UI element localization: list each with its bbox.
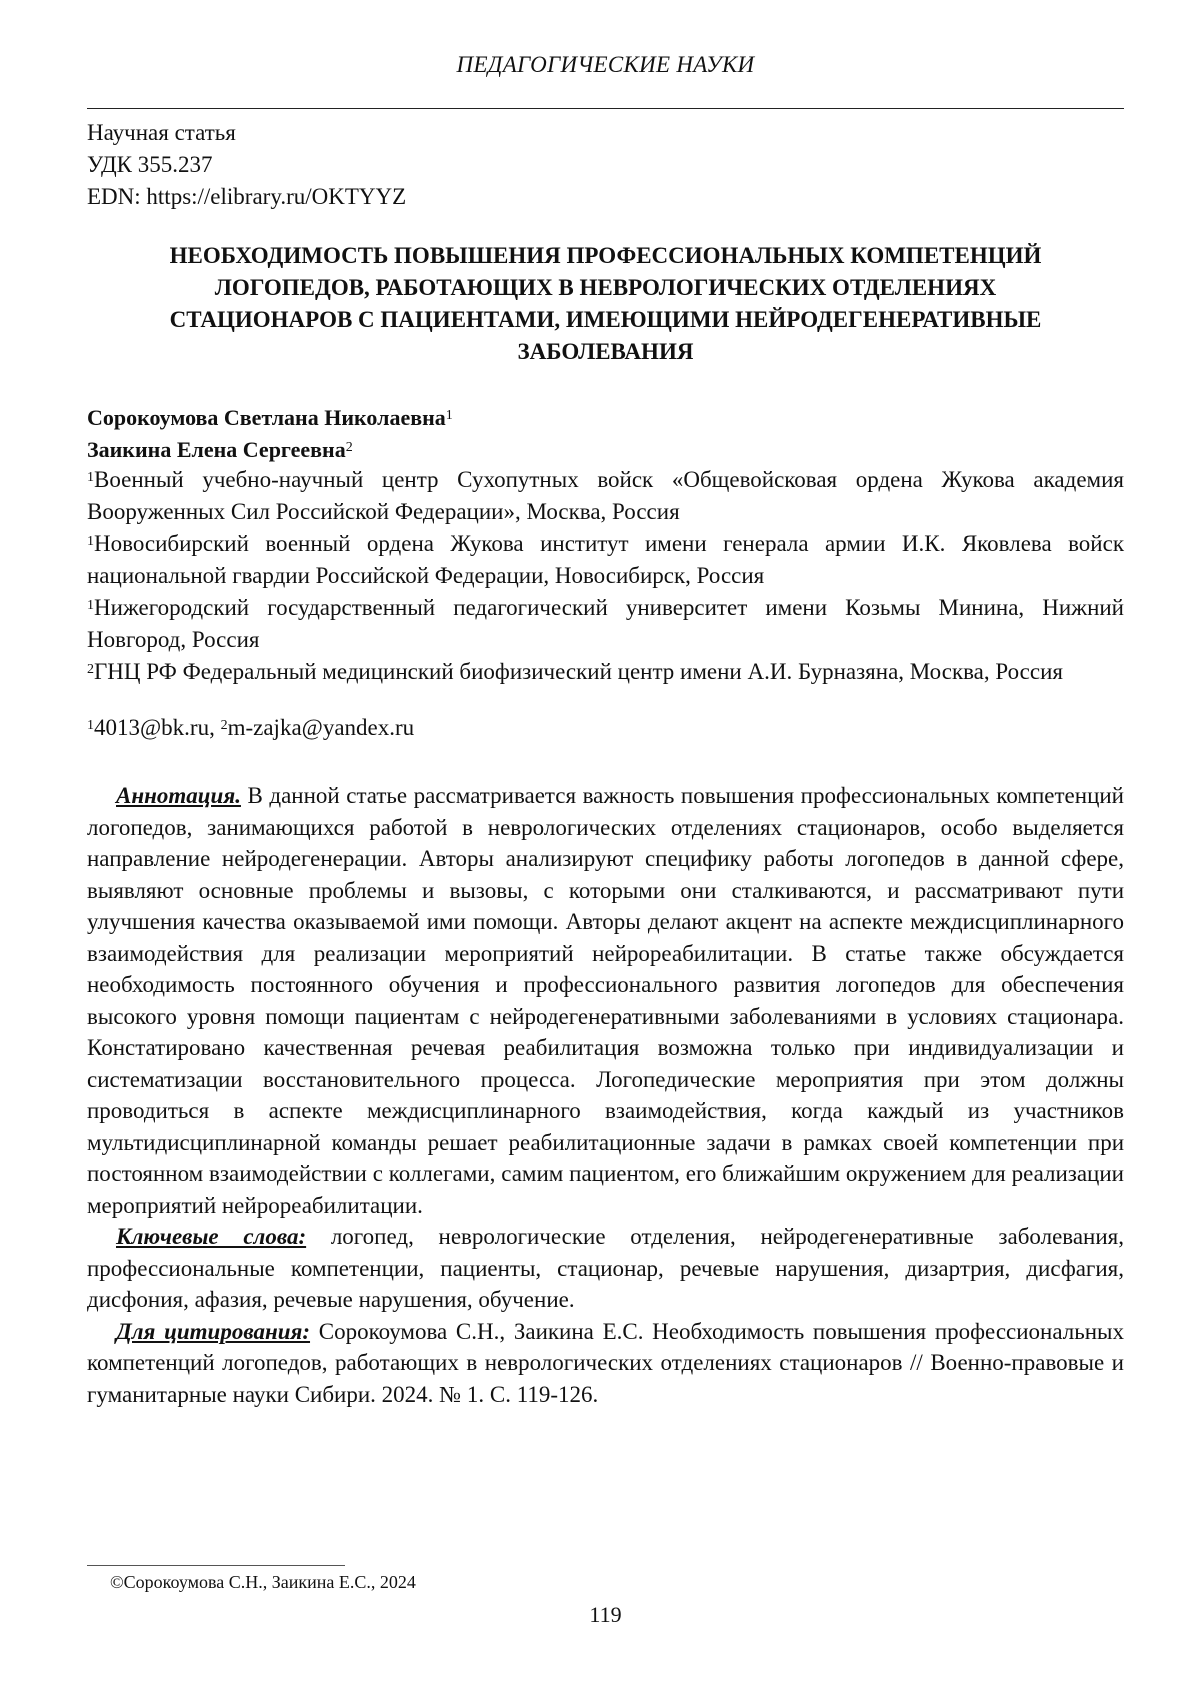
email-link[interactable]: 4013@bk.ru <box>94 715 209 740</box>
title-line: ЗАБОЛЕВАНИЯ <box>87 336 1124 368</box>
article-front-matter <box>87 780 1124 1410</box>
title-line: СТАЦИОНАРОВ С ПАЦИЕНТАМИ, ИМЕЮЩИМИ НЕЙРОДЕГЕНЕРАТИВНЫЕ <box>87 304 1124 336</box>
author-name: Заикина Елена Сергеевна <box>87 437 346 462</box>
affiliation-text: ГНЦ РФ Федеральный медицинский биофизический центр имени А.И. Бурназяна, Москва, Россия <box>94 659 1063 684</box>
affiliation <box>87 656 1124 688</box>
keywords-label: Ключевые слова: <box>116 1224 306 1249</box>
author-emails <box>87 712 414 744</box>
author-1 <box>87 402 453 434</box>
affiliation-list <box>87 464 1124 688</box>
edn-link: EDN: https://elibrary.ru/OKTYYZ <box>87 181 406 213</box>
affiliation-mark: 1 <box>87 534 94 549</box>
article-title <box>87 240 1124 368</box>
abstract-paragraph <box>87 780 1124 1221</box>
author-mark: 2 <box>346 440 353 455</box>
affiliation-text: Новосибирский военный ордена Жукова институт имени генерала армии И.К. Яковлева войск национальной гвардии Российской Федерации, Новосибирск, Россия <box>87 531 1124 588</box>
email-mark: 2 <box>221 718 228 733</box>
page-number: 119 <box>87 1602 1124 1628</box>
keywords-text: логопед, неврологические отделения, нейродегенеративные заболевания, профессиональные компетенции, пациенты, стационар, речевые нарушения, дизартрия, дисфагия, дисфония, афазия, речевые нарушения, обучение. <box>87 1224 1124 1312</box>
affiliation-mark: 2 <box>87 662 94 677</box>
author-name: Сорокоумова Светлана Николаевна <box>87 405 446 430</box>
email-link[interactable]: m-zajka@yandex.ru <box>228 715 415 740</box>
affiliation <box>87 464 1124 528</box>
abstract-text: В данной статье рассматривается важность повышения профессиональных компетенций логопедов, занимающихся работой в неврологических отделениях стационаров, особо выделяется направление нейродегенерации. Авторы анализируют специфику работы логопедов в данной сфере, выявляют основные проблемы и вызовы, с которыми они сталкиваются, и рассматривают пути улучшения качества оказываемой ими помощи. Авторы делают акцент на аспекте междисциплинарного взаимодействия для реализации мероприятий нейрореабилитации. В статье также обсуждается необходимость постоянного обучения и профессионального развития логопедов для обеспечения высокого уровня помощи пациентам с нейродегенеративными заболеваниями в условиях стационара. Констатировано качественная речевая реабилитация возможна только при индивидуализации и систематизации восстановительного процесса. Логопедические мероприятия при этом должны проводиться в аспекте междисциплинарного взаимодействия, когда каждый из участников мультидисциплинарной команды решает реабилитационные задачи в рамках своей компетенции при постоянном взаимодействии с коллегами, самим пациентом, его ближайшим окружением для реализации мероприятий нейрореабилитации. <box>87 783 1124 1218</box>
keywords-paragraph <box>87 1221 1124 1316</box>
header-divider <box>87 108 1124 109</box>
email-mark: 1 <box>87 718 94 733</box>
affiliation-mark: 1 <box>87 598 94 613</box>
affiliation <box>87 528 1124 592</box>
author-mark: 1 <box>446 408 453 423</box>
title-line: ЛОГОПЕДОВ, РАБОТАЮЩИХ В НЕВРОЛОГИЧЕСКИХ ОТДЕЛЕНИЯХ <box>87 272 1124 304</box>
affiliation-text: Нижегородский государственный педагогический университет имени Козьмы Минина, Нижний Новгород, Россия <box>87 595 1124 652</box>
article-meta <box>87 117 406 213</box>
citation-label: Для цитирования: <box>116 1319 310 1344</box>
author-list <box>87 402 453 466</box>
copyright-footnote: ©Сорокоумова С.Н., Заикина Е.С., 2024 <box>110 1570 416 1594</box>
running-header: ПЕДАГОГИЧЕСКИЕ НАУКИ <box>87 52 1124 78</box>
udc-code: УДК 355.237 <box>87 149 406 181</box>
journal-page <box>0 0 1200 1697</box>
article-type: Научная статья <box>87 117 406 149</box>
affiliation-text: Военный учебно-научный центр Сухопутных войск «Общевойсковая ордена Жукова академия Вооруженных Сил Российской Федерации», Москва, Россия <box>87 467 1124 524</box>
affiliation-mark: 1 <box>87 470 94 485</box>
footnote-divider <box>87 1565 345 1566</box>
title-line: НЕОБХОДИМОСТЬ ПОВЫШЕНИЯ ПРОФЕССИОНАЛЬНЫХ КОМПЕТЕНЦИЙ <box>87 240 1124 272</box>
author-2 <box>87 434 453 466</box>
citation-text: Сорокоумова С.Н., Заикина Е.С. Необходимость повышения профессиональных компетенций логопедов, работающих в неврологических отделениях стационаров // Военно-правовые и гуманитарные науки Сибири. 2024. № 1. С. 119-126. <box>87 1319 1124 1407</box>
abstract-label: Аннотация. <box>116 783 241 808</box>
email-separator: , <box>209 715 221 740</box>
affiliation <box>87 592 1124 656</box>
citation-paragraph <box>87 1316 1124 1411</box>
